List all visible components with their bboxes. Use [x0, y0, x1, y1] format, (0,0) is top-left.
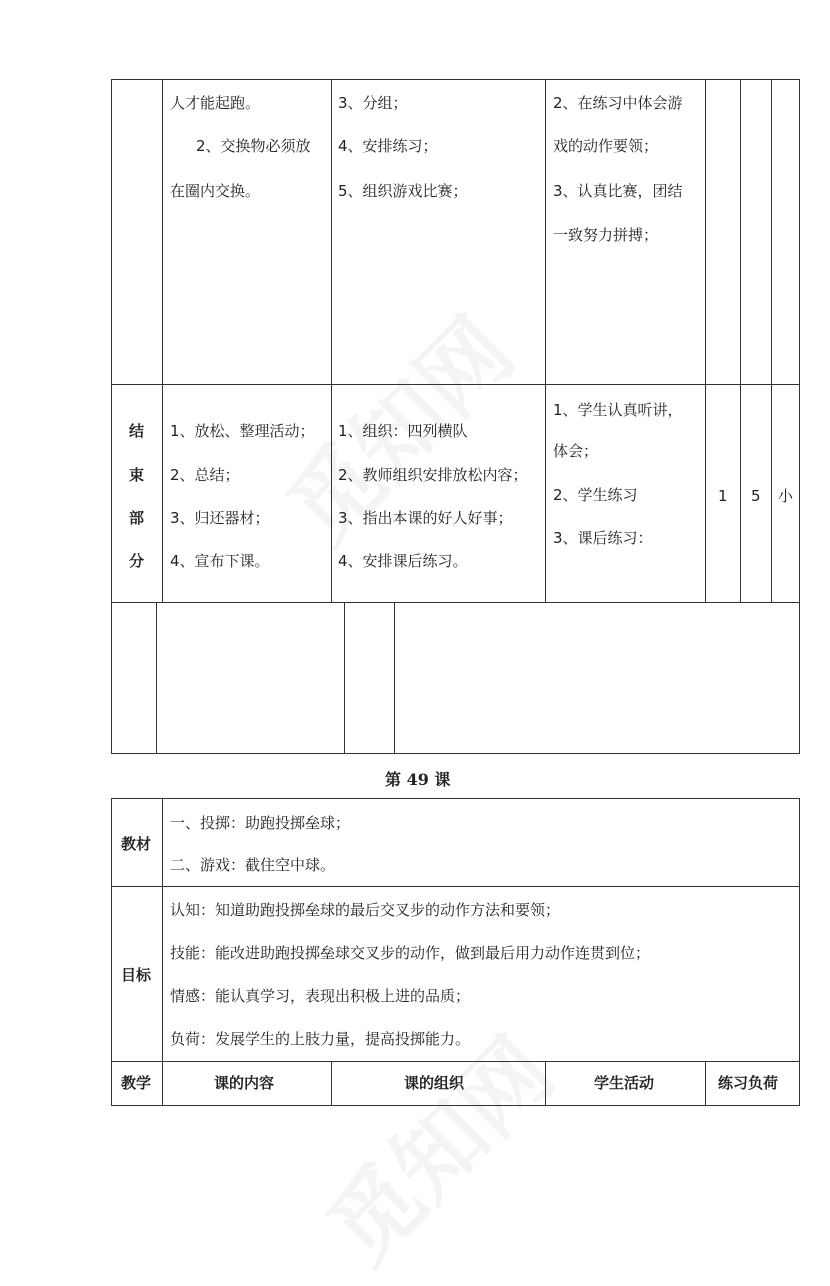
column-header: 课的组织 [404, 1074, 465, 1092]
content-line: 2、交换物必须放 [196, 137, 311, 155]
organization-line: 3、指出本课的好人好事； [338, 509, 513, 527]
activity-line: 2、学生练习 [553, 486, 638, 504]
activity-line: 一致努力拼搏； [553, 226, 659, 244]
content-line: 在圈内交换。 [170, 182, 261, 200]
goal-line: 技能：能改进助跑投掷垒球交叉步的动作，做到最后用力动作连贯到位； [170, 944, 651, 962]
load-intensity: 小 [778, 487, 794, 505]
content-line: 1、放松、整理活动； [170, 422, 315, 440]
column-header: 学生活动 [594, 1074, 655, 1092]
goal-line: 情感：能认真学习，表现出积极上进的品质； [170, 987, 471, 1005]
column-header: 教学 [121, 1074, 152, 1092]
section-label-char: 结 [129, 422, 145, 440]
organization-line: 3、分组； [338, 94, 408, 112]
goal-line: 认知：知道助跑投掷垒球的最后交叉步的动作方法和要领； [170, 901, 561, 919]
organization-line: 1、组织：四列横队 [338, 422, 468, 440]
section-label-char: 束 [129, 466, 145, 484]
organization-line: 2、教师组织安排放松内容； [338, 466, 528, 484]
material-label: 教材 [121, 835, 152, 853]
material-line: 二、游戏：截住空中球。 [170, 856, 336, 874]
organization-line: 4、安排练习； [338, 137, 438, 155]
section-label-char: 部 [129, 509, 145, 527]
organization-line: 4、安排课后练习。 [338, 552, 468, 570]
goal-label: 目标 [121, 966, 152, 984]
activity-line: 3、认真比赛，团结 [553, 182, 683, 200]
activity-line: 1、学生认真听讲， [553, 401, 683, 419]
section-label-char: 分 [129, 552, 145, 570]
load-count: 1 [718, 487, 728, 505]
content-line: 4、宣布下课。 [170, 552, 270, 570]
activity-line: 2、在练习中体会游 [553, 94, 683, 112]
organization-line: 5、组织游戏比赛； [338, 182, 468, 200]
activity-line: 3、课后练习： [553, 529, 653, 547]
column-header: 课的内容 [214, 1074, 275, 1092]
load-time: 5 [751, 487, 761, 505]
column-header: 练习负荷 [718, 1074, 779, 1092]
activity-line: 戏的动作要领； [553, 137, 659, 155]
lesson-title: 第 49 课 [385, 770, 451, 789]
activity-line: 体会； [553, 442, 599, 460]
material-line: 一、投掷：助跑投掷垒球； [170, 814, 351, 832]
content-line: 2、总结； [170, 466, 240, 484]
goal-line: 负荷：发展学生的上肢力量，提高投掷能力。 [170, 1030, 471, 1048]
content-line: 3、归还器材； [170, 509, 270, 527]
content-line: 人才能起跑。 [170, 94, 261, 112]
